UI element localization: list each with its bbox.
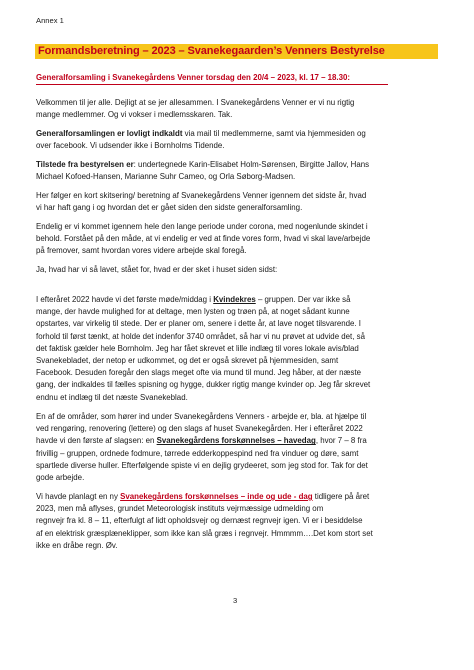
text-line: endnu et indlæg til det næste Svanekeblad. bbox=[36, 392, 188, 402]
text-line: Endelig er vi kommet igennem hele den lange periode under corona, med nogenlunde skindet i bbox=[36, 222, 368, 231]
text-line: En af de områder, som hører ind under Svanekegårdens Venners - arbejde er, bla. at hjælpe til bbox=[36, 412, 367, 421]
text-line: spartlede diverse huller. Efterfølgende spiste vi en dejlig grydeeret, som jeg stod for. Tak for det bbox=[36, 460, 368, 470]
text-line: ved rengøring, renovering (lettere) og den slags af huset Svanekegården. Her i efteråret 2022 bbox=[36, 424, 363, 434]
corona-paragraph bbox=[36, 221, 442, 258]
text-line: regnvejr fra kl. 8 – 11, efterfulgt af lidt opholdsvejr og dernæst regnvejr igen. Vi er i besiddelse bbox=[36, 516, 363, 526]
text-line: Michael Kofoed-Hansen, Marianne Suhr Cameo, og Orla Søborg-Madsen. bbox=[36, 172, 296, 182]
bold-lead: Generalforsamlingen er lovligt indkaldt bbox=[36, 129, 183, 138]
meeting-subtitle: Generalforsamling i Svanekegårdens Venner torsdag den 20/4 – 2023, kl. 17 – 18.30: bbox=[36, 73, 351, 82]
text-line: Facebook. Desuden foregår den slags meget ofte via mund til mund. Jeg håber, at der næste bbox=[36, 368, 362, 378]
inde-ude-dag-emphasis: Svanekegårdens forskønnelses – inde og ude - dag bbox=[120, 492, 313, 501]
page-number: 3 bbox=[233, 596, 238, 605]
welcome-paragraph bbox=[36, 97, 442, 121]
kvindekres-paragraph bbox=[36, 294, 442, 404]
text-span: havde vi den første af slagsen: en bbox=[36, 436, 157, 446]
text-span: tidligere på året bbox=[312, 492, 370, 501]
subtitle-underline bbox=[36, 84, 388, 85]
convocation-paragraph bbox=[36, 128, 442, 152]
text-line: af en elektrisk græsplæneklipper, som ikke kan slå græs i regnvejr. Hmmmm….Det kom stort set bbox=[36, 528, 373, 538]
bold-lead: Tilstede fra bestyrelsen er bbox=[36, 160, 134, 169]
text-line: Svanekebladet, der netop er udkommet, og det er også skrevet på hjemmesiden, samt bbox=[36, 356, 339, 366]
cancelled-day-paragraph bbox=[36, 491, 442, 552]
text-line: frivillig – gruppen, ordnede fodmure, tørrede edderkoppespind ned fra vinduer og døre, samt bbox=[36, 448, 359, 458]
text-span: via mail til medlemmerne, samt via hjemmesiden og bbox=[182, 129, 366, 138]
text-line: over facebook. Vi udsender ikke i Bornholms Tidende. bbox=[36, 141, 225, 151]
text-line: opstartes, var virkelig til stede. Der er planer om, senere i dette år, at lave noget tilsvarende. I bbox=[36, 319, 361, 329]
page-title: Formandsberetning – 2023 – Svanekegaarden’s Venners Bestyrelse bbox=[38, 45, 385, 57]
text-span: I efteråret 2022 havde vi det første møde/middag i bbox=[36, 295, 214, 304]
text-line: på fremover, samt hvordan vores videre arbejde skal foregå. bbox=[36, 246, 247, 256]
text-line bbox=[36, 294, 442, 306]
text-line: gode arbejde. bbox=[36, 473, 85, 483]
text-line bbox=[36, 159, 442, 171]
text-line: det faktisk gælder hele Bornholm. Jeg har fået skrevet et lille indlæg til vores lokale avis/blad bbox=[36, 343, 359, 353]
text-line: Ja, hvad har vi så lavet, stået for, hvad er der sket i huset siden sidst: bbox=[36, 265, 278, 274]
text-span: , hvor 7 – 8 fra bbox=[315, 436, 367, 446]
text-line bbox=[36, 128, 442, 140]
text-line: forhold til først tænkt, at holde det indenfor 3740 området, så har vi nu prøvet at udvide det, så bbox=[36, 331, 365, 341]
text-line bbox=[36, 491, 442, 503]
text-line: behold. Forstået på den måde, at vi endelig er ved at finde vores form, hvad vi skal lave/arbejde bbox=[36, 234, 371, 244]
havedag-paragraph bbox=[36, 411, 442, 484]
text-span: – gruppen. Der var ikke så bbox=[255, 295, 351, 304]
text-line bbox=[36, 435, 442, 447]
summary-intro-paragraph bbox=[36, 264, 442, 276]
text-line: mange, der havde mulighed for at deltage, men lysten og trøen på, at noget sådant kunne bbox=[36, 307, 350, 317]
text-line: vi har haft gang i og hvordan det er gået siden den sidste generalforsamling. bbox=[36, 203, 303, 213]
text-line: mange medlemmer. Og vi vokser i medlemsskaren. Tak. bbox=[36, 110, 233, 120]
havedag-emphasis: Svanekegårdens forskønnelses – havedag bbox=[156, 436, 316, 446]
text-line: Velkommen til jer alle. Dejligt at se jer allesammen. I Svanekegårdens Venner er vi nu rigtig bbox=[36, 98, 355, 107]
text-span: : undertegnede Karin-Elisabet Holm-Sørensen, Birgitte Jallov, Hans bbox=[133, 160, 370, 169]
kvindekres-link-text: Kvindekres bbox=[213, 295, 256, 304]
text-line: ikke en dråbe regn. Øv. bbox=[36, 540, 118, 550]
attendance-paragraph bbox=[36, 159, 442, 183]
text-line: 2023, men må aflyses, grundet Meteorologisk instituts vejrmæssige udmelding om bbox=[36, 504, 324, 514]
text-span: Vi havde planlagt en ny bbox=[36, 492, 121, 501]
intro-paragraph bbox=[36, 190, 442, 214]
text-line: gang, der indkaldes til fælles spisning og hygge, dukker rigtig mange kvinder op. Jeg får skrevet bbox=[36, 380, 371, 390]
annex-label: Annex 1 bbox=[36, 16, 64, 25]
text-line: Her følger en kort skitsering/ beretning af Svanekegårdens Venner igennem det sidste år, hvad bbox=[36, 191, 367, 200]
